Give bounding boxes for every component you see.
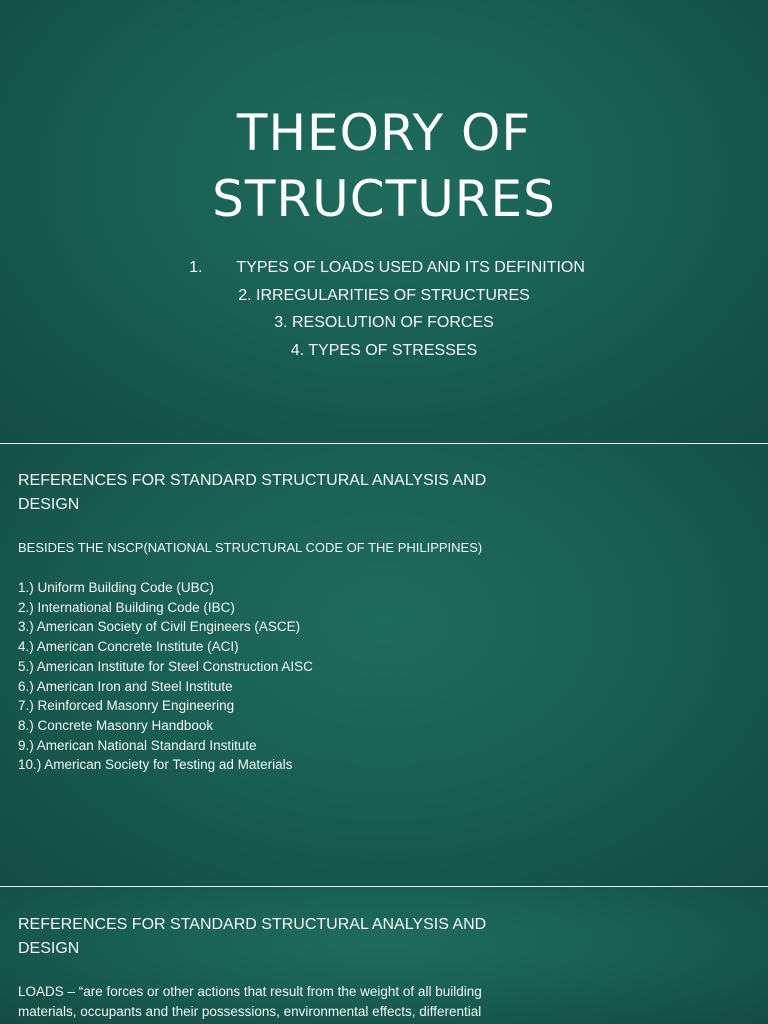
reference-item: 10.) American Society for Testing ad Materials (18, 757, 293, 773)
reference-item: 2.) International Building Code (IBC) (18, 599, 235, 615)
slide-loads (0, 887, 768, 1024)
loads-line-1: LOADS – “are forces or other actions that result from the weight of all building (18, 984, 482, 999)
heading-line-2: DESIGN (18, 496, 80, 513)
topic-item: 2. IRREGULARITIES OF STRUCTURES (238, 286, 530, 304)
references-subheading: BESIDES THE NSCP(NATIONAL STRUCTURAL CODE OF THE PHILIPPINES) (18, 540, 483, 555)
slide-references (0, 444, 768, 886)
reference-item: 7.) Reinforced Masonry Engineering (18, 698, 235, 714)
loads-definition (18, 982, 558, 1022)
references-list (18, 578, 313, 775)
heading-line-1: REFERENCES FOR STANDARD STRUCTURAL ANALYSIS AND (18, 472, 487, 489)
loads-slide-heading (18, 913, 518, 961)
reference-item: 3.) American Society of Civil Engineers (ASCE) (18, 619, 301, 635)
topic-number: 1. (189, 259, 203, 276)
title-line-1: THEORY OF (236, 104, 532, 162)
reference-item: 6.) American Iron and Steel Institute (18, 678, 233, 694)
topics-list (0, 254, 768, 364)
topic-text: TYPES OF LOADS USED AND ITS DEFINITION (236, 259, 585, 276)
slide-title-heading (0, 100, 768, 232)
topic-item: 4. TYPES OF STRESSES (290, 341, 478, 359)
slide-title (0, 0, 768, 443)
topic-item: 3. RESOLUTION OF FORCES (274, 314, 494, 331)
heading-line-2: DESIGN (18, 940, 80, 957)
reference-item: 5.) American Institute for Steel Construction AISC (18, 658, 313, 674)
title-line-2: STRUCTURES (212, 170, 556, 228)
loads-line-2: materials, occupants and their possessions, environmental effects, differential (18, 1004, 482, 1019)
reference-item: 9.) American National Standard Institute (18, 737, 257, 753)
topic-item (0, 254, 768, 282)
reference-item: 1.) Uniform Building Code (UBC) (18, 580, 214, 595)
reference-item: 4.) American Concrete Institute (ACI) (18, 639, 239, 655)
heading-line-1: REFERENCES FOR STANDARD STRUCTURAL ANALYSIS AND (18, 916, 487, 933)
reference-item: 8.) Concrete Masonry Handbook (18, 717, 214, 733)
references-heading (18, 469, 518, 517)
